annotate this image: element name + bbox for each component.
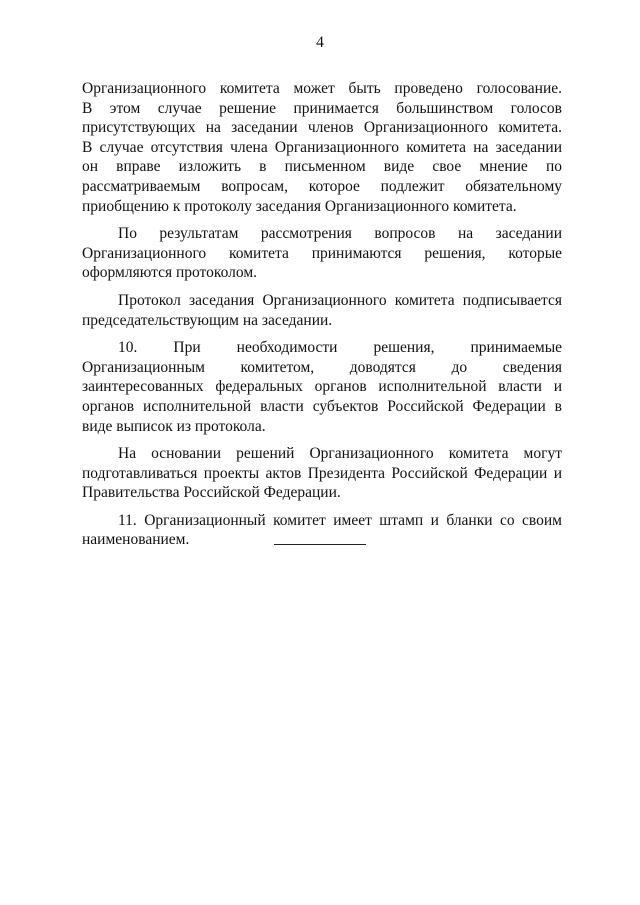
text-line: приобщению к протоколу заседания Организационного комитета. [82,197,517,215]
text-line: председательствующим на заседании. [82,311,333,329]
text-line: На основании решений Организационного комитета могут [118,445,562,463]
page-number: 4 [316,34,324,51]
text-line: В этом случае решение принимается большинством голосов [82,99,562,117]
document-body [82,79,562,558]
text-line: органов исполнительной власти субъектов Российской Федерации в [82,397,562,415]
text-line: По результатам рассмотрения вопросов на заседании [118,225,562,243]
text-line: заинтересованных федеральных органов исполнительной власти и [82,378,562,396]
paragraph-decisions [82,224,562,283]
text-line: 11. Организационный комитет имеет штамп и бланки со своим [118,511,562,529]
paragraph-item-10 [82,338,562,436]
text-line: Протокол заседания Организационного комитета подписывается [118,291,562,309]
text-line: виде выписок из протокола. [82,417,266,435]
text-line: 10. При необходимости решения, принимаемые [118,339,562,357]
text-line: Правительства Российской Федерации. [82,484,341,502]
text-line: наименованием. [82,531,190,549]
text-line: рассматриваемым вопросам, которое подлежит обязательному [82,177,562,195]
text-line: Организационного комитета может быть проведено голосование. [82,80,562,97]
closing-rule [274,544,366,545]
paragraph-protocol-signing [82,291,562,330]
text-line: подготавливаться проекты актов Президента Российской Федерации и [82,464,562,482]
text-line: он вправе изложить в письменном виде свое мнение по [82,158,562,176]
text-line: присутствующих на заседании членов Организационного комитета. [82,119,562,137]
text-line: Организационного комитета принимаются решения, которые [82,244,562,262]
paragraph-draft-acts [82,444,562,503]
text-line: Организационным комитетом, доводятся до сведения [82,358,562,376]
paragraph-voting [82,79,562,216]
text-line: В случае отсутствия члена Организационного комитета на заседании [82,138,562,156]
text-line: оформляются протоколом. [82,264,258,282]
